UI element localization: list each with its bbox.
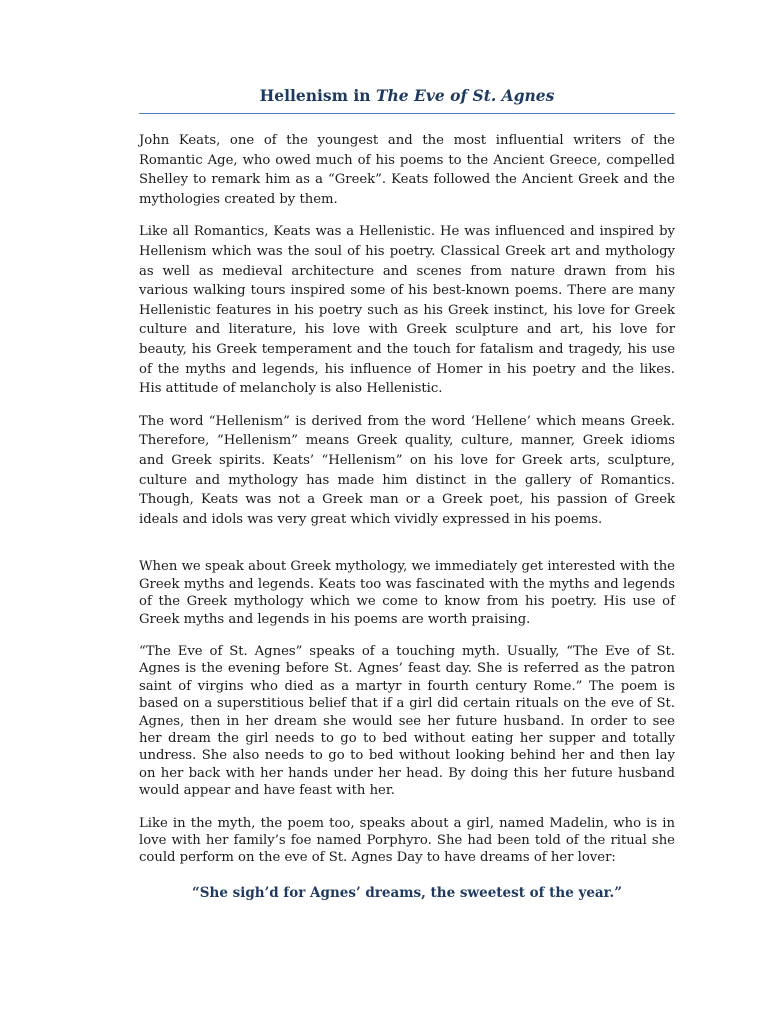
document-body bbox=[139, 131, 675, 903]
paragraph-hellenism-definition: The word “Hellenism” is derived from the word ‘Hellene’ which means Greek. Therefore, “Hellenism” means Greek quality, culture, manner, Greek idioms and Greek spirits. Keats’ “Hellenism” on his love for Greek arts, sculpture, culture and mythology has made him distinct in the gallery of Romantics. Though, Keats was not a Greek man or a Greek poet, his passion of Greek ideals and idols was very great which vividly expressed in his poems. bbox=[139, 413, 675, 527]
paragraph-greek-mythology: When we speak about Greek mythology, we immediately get interested with the Greek myths and legends. Keats too was fascinated with the myths and legends of the Greek mythology which we come to know from his poetry. His use of Greek myths and legends in his poems are worth praising. bbox=[139, 559, 675, 627]
title-prefix: Hellenism in bbox=[259, 86, 376, 105]
title-block bbox=[139, 85, 675, 114]
page-title bbox=[139, 85, 675, 114]
paragraph-intro: John Keats, one of the youngest and the most influential writers of the Romantic Age, who owed much of his poems to the Ancient Greece, compelled Shelley to remark him as a “Greek”. Keats followed the Ancient Greek and the mythologies created by them. bbox=[139, 133, 675, 207]
paragraph-eve-myth: “The Eve of St. Agnes” speaks of a touching myth. Usually, “The Eve of St. Agnes is the evening before St. Agnes’ feast day. She is referred as the patron saint of virgins who died as a martyr in fourth century Rome.” The poem is based on a superstitious belief that if a girl did certain rituals on the eve of St. Agnes, then in her dream she would see her future husband. In order to see her dream the girl needs to go to bed without eating her supper and totally undress. She also needs to go to bed without looking behind her and then lay on her back with her hands under her head. By doing this her future husband would appear and have feast with her. bbox=[139, 643, 675, 799]
paragraph-romantics: Like all Romantics, Keats was a Hellenistic. He was influenced and inspired by Hellenism which was the soul of his poetry. Classical Greek art and mythology as well as medieval architecture and scenes from nature drawn from his various walking tours inspired some of his best-known poems. There are many Hellenistic features in his poetry such as his Greek instinct, his love for Greek culture and literature, his love with Greek sculpture and art, his love for beauty, his Greek temperament and the touch for fatalism and tragedy, his use of the myths and legends, his influence of Homer in his poetry and the likes. His attitude of melancholy is also Hellenistic. bbox=[139, 224, 675, 397]
title-italic: The Eve of St. Agnes bbox=[375, 86, 555, 105]
paragraph-madeline: Like in the myth, the poem too, speaks about a girl, named Madelin, who is in love with her family’s foe named Porphyro. She had been told of the ritual she could perform on the eve of St. Agnes Day to have dreams of her lover: bbox=[139, 815, 675, 866]
block-quote: “She sigh’d for Agnes’ dreams, the sweetest of the year.” bbox=[191, 884, 623, 901]
